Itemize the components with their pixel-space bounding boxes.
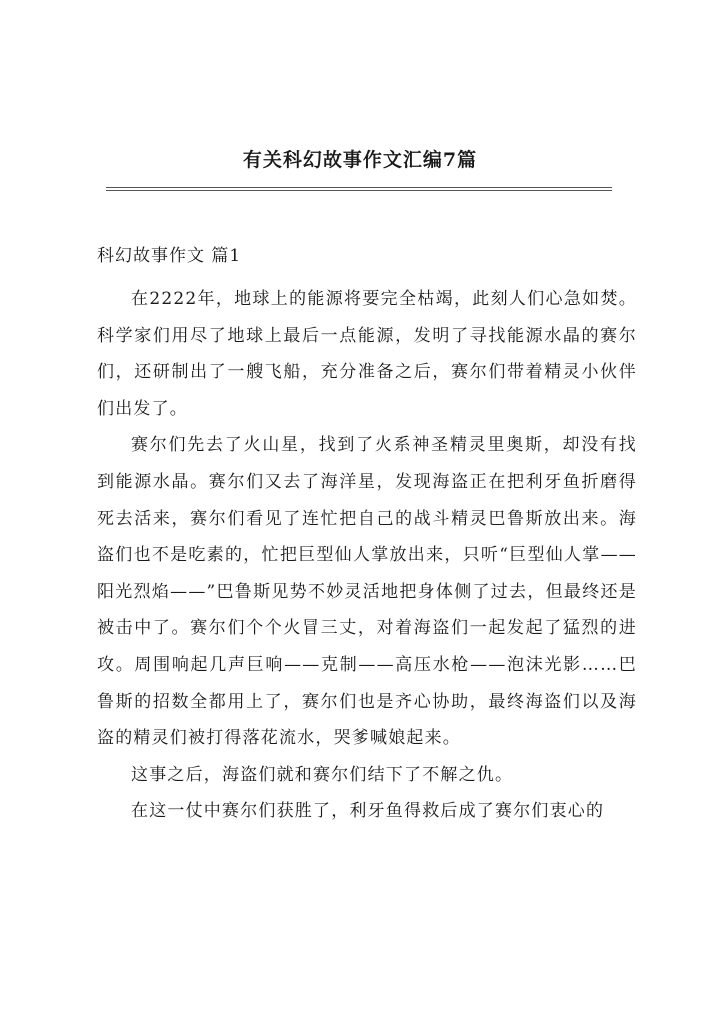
document-title: 有关科幻故事作文汇编7篇 [242, 149, 478, 171]
article-body [97, 281, 637, 830]
paragraph: 这事之后，海盗们就和赛尔们结下了不解之仇。 [131, 764, 514, 785]
section-heading: 科幻故事作文 篇1 [97, 246, 242, 266]
paragraph: 赛尔们先去了火山星，找到了火系神圣精灵里奥斯，却没有找到能源水晶。赛尔们又去了海洋星，发现海盗正在把利牙鱼折磨得死去活来，赛尔们看见了连忙把自己的战斗精灵巴鲁斯放出来。海盗们也不是吃素的，忙把巨型仙人掌放出来，只听“巨型仙人掌——阳光烈焰——”巴鲁斯见势不妙灵活地把身体侧了过去，但最终还是被击中了。赛尔们个个火冒三丈，对着海盗们一起发起了猛烈的进攻。周围响起几声巨响——克制——高压水枪——泡沫光影……巴鲁斯的招数全都用上了，赛尔们也是齐心协助，最终海盗们以及海盗的精灵们被打得落花流水，哭爹喊娘起来。 [97, 435, 637, 749]
paragraph: 在这一仗中赛尔们获胜了，利牙鱼得救后成了赛尔们衷心的 [131, 801, 605, 822]
paragraph: 在2222年，地球上的能源将要完全枯竭，此刻人们心急如焚。科学家们用尽了地球上最后一点能源，发明了寻找能源水晶的赛尔们，还研制出了一艘飞船，充分准备之后，赛尔们带着精灵小伙伴们出发了。 [97, 289, 637, 419]
title-divider [106, 187, 612, 191]
